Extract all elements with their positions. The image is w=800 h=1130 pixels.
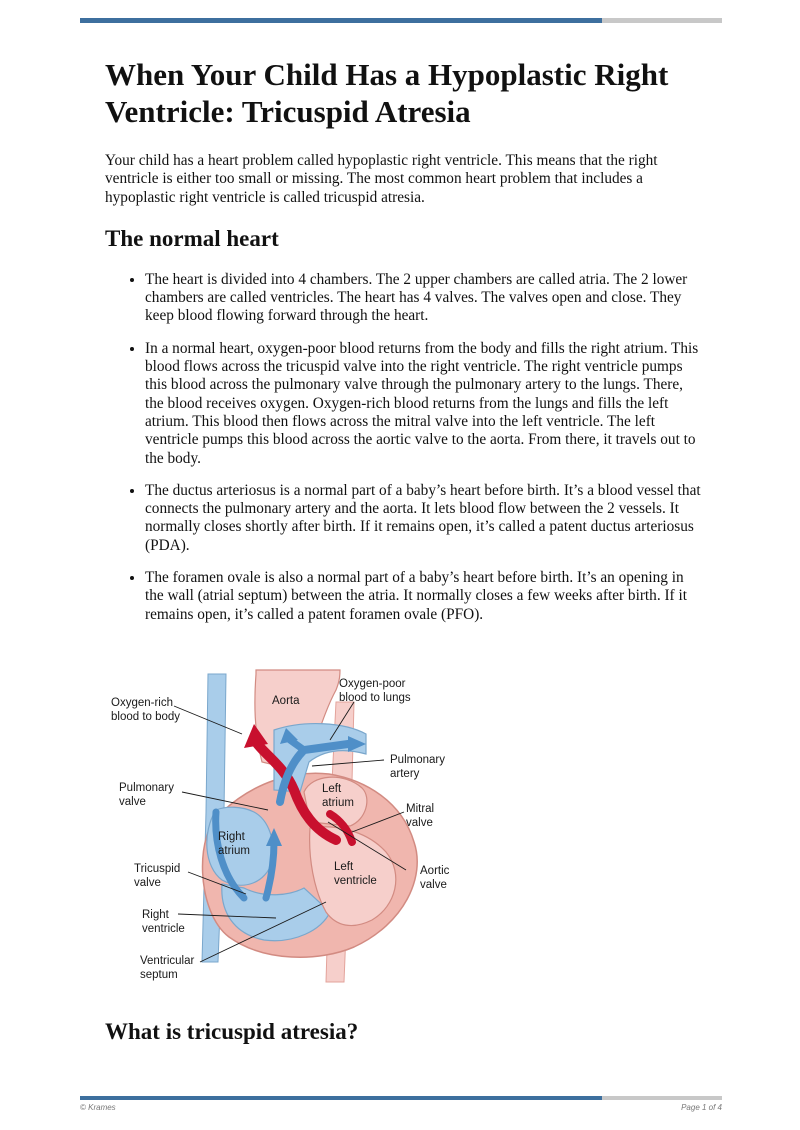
label-aorta: Aorta	[272, 695, 300, 707]
document-body	[105, 56, 705, 638]
label-ventricular-septum: Ventricular septum	[140, 955, 195, 981]
label-mitral-valve: Mitral valve	[406, 803, 435, 829]
top-rule	[80, 18, 722, 23]
list-item: • In a normal heart, oxygen-poor blood returns from the body and fills the right atrium. This blood flows across the tricuspid valve into the right ventricle. The right ventricle pumps this blood across the pulmonary valve through the pulmonary artery to the lungs. There, the blood receives oxygen. Oxygen-rich blood returns from the lungs and fills the left atrium. This blood then flows across the mitral valve into the left ventricle. The left ventricle pumps this blood across the aortic valve to the aorta. From there, it travels out to the body.	[145, 340, 705, 468]
label-right-ventricle: Right ventricle	[142, 909, 185, 935]
label-tricuspid-valve: Tricuspid valve	[134, 863, 181, 889]
heart-diagram	[104, 662, 464, 992]
label-right-atrium: Right atrium	[218, 831, 250, 857]
footer-page-number: Page 1 of 4	[681, 1103, 722, 1112]
label-pulmonary-artery: Pulmonary artery	[390, 754, 445, 780]
list-item: • The heart is divided into 4 chambers. The 2 upper chambers are called atria. The 2 lower chambers are called ventricles. The heart has 4 valves. The valves open and close. They keep blood flowing forward through the heart.	[145, 271, 705, 326]
label-oxygen-poor: Oxygen-poor blood to lungs	[339, 678, 411, 704]
label-pulmonary-valve: Pulmonary valve	[119, 782, 174, 808]
label-left-atrium: Left atrium	[322, 783, 354, 809]
section-heading-tricuspid-atresia: What is tricuspid atresia?	[105, 1019, 359, 1044]
bottom-rule-progress	[80, 1096, 602, 1100]
normal-heart-list	[105, 271, 705, 624]
label-aortic-valve: Aortic valve	[420, 865, 450, 891]
label-oxygen-rich: Oxygen-rich blood to body	[111, 697, 181, 723]
bottom-rule	[80, 1096, 722, 1100]
label-left-ventricle: Left ventricle	[334, 861, 377, 887]
list-item: • The ductus arteriosus is a normal part of a baby’s heart before birth. It’s a blood vessel that connects the pulmonary artery and the aorta. It lets blood flow between the 2 vessels. It normally closes shortly after birth. If it remains open, it’s called a patent ductus arteriosus (PDA).	[145, 482, 705, 555]
page-title: When Your Child Has a Hypoplastic Right Ventricle: Tricuspid Atresia	[105, 57, 669, 129]
footer-copyright: © Krames	[80, 1103, 116, 1112]
section-heading-normal-heart: The normal heart	[105, 225, 279, 251]
list-item: • The foramen ovale is also a normal part of a baby’s heart before birth. It’s an opening in the wall (atrial septum) between the atria. It normally closes a few weeks after birth. If it remains open, it’s called a patent foramen ovale (PFO).	[145, 569, 705, 624]
top-rule-progress	[80, 18, 602, 23]
intro-paragraph: Your child has a heart problem called hypoplastic right ventricle. This means that the right ventricle is either too small or missing. The most common heart problem that includes a hypoplastic right ventricle is called tricuspid atresia.	[105, 152, 658, 206]
